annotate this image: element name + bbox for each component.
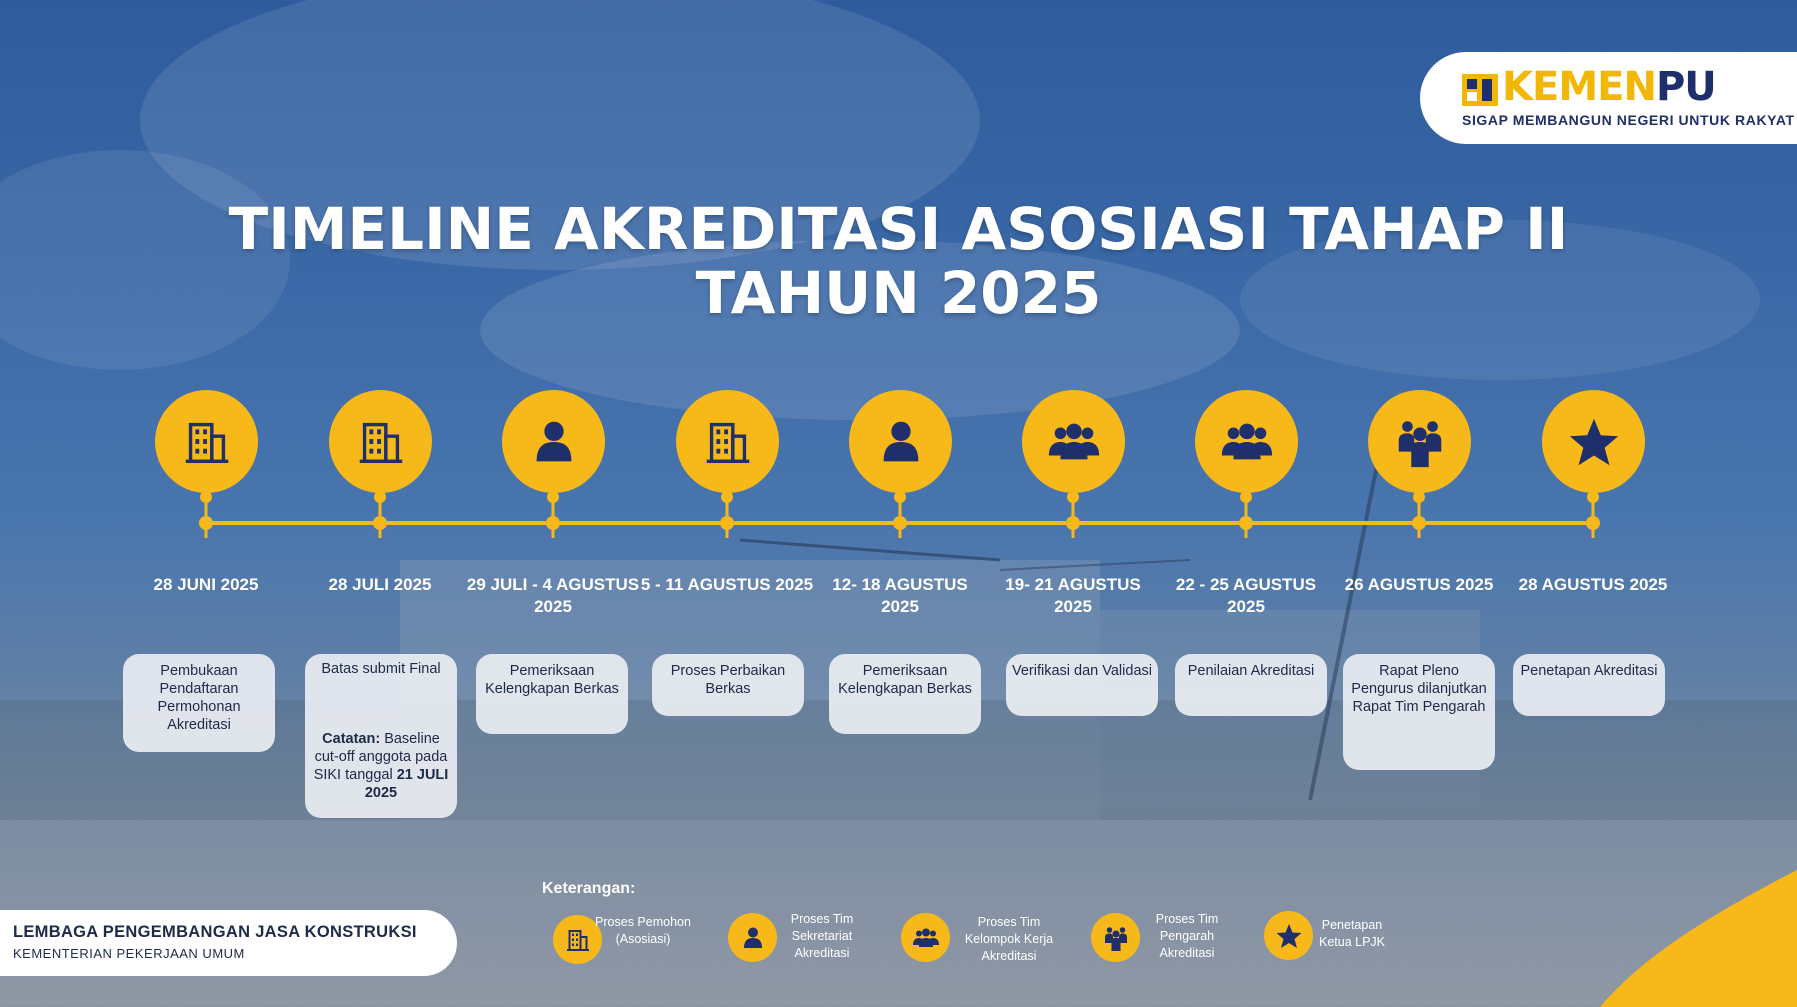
- step-card: [123, 654, 275, 752]
- step-card: [652, 654, 804, 716]
- organization-name: LEMBAGA PENGEMBANGAN JASA KONSTRUKSI: [13, 923, 417, 941]
- step-date: 12- 18 AGUSTUS 2025: [832, 575, 968, 616]
- logo-wordmark: KEMENPU: [1502, 64, 1716, 110]
- step-card: [305, 654, 457, 818]
- step-card: [829, 654, 981, 734]
- building-icon: [676, 390, 779, 493]
- person-icon: [849, 390, 952, 493]
- kemenpu-logo: [1420, 52, 1797, 144]
- step-date: 28 AGUSTUS 2025: [1518, 575, 1668, 594]
- organization-label: [0, 910, 457, 976]
- steering-group-icon: [1091, 913, 1140, 962]
- step-description: Penilaian Akreditasi: [1187, 663, 1315, 679]
- step-description: Pemeriksaan Kelengkapan Berkas: [838, 663, 972, 697]
- legend-title: Keterangan:: [542, 880, 636, 897]
- ministry-name: KEMENTERIAN PEKERJAAN UMUM: [13, 946, 245, 961]
- step-card: [1343, 654, 1495, 770]
- group-icon: [901, 913, 950, 962]
- legend-label: Proses Pemohon (Asosiasi): [595, 915, 691, 946]
- step-date: 5 - 11 AGUSTUS 2025: [640, 575, 814, 594]
- building-icon: [329, 390, 432, 493]
- step-date: 28 JULI 2025: [328, 575, 432, 594]
- step-date: 26 AGUSTUS 2025: [1344, 575, 1494, 594]
- step-card: [1006, 654, 1158, 716]
- star-icon: [1542, 390, 1645, 493]
- legend-label: Proses Tim Sekretariat Akreditasi: [790, 912, 854, 960]
- step-date: 28 JUNI 2025: [153, 575, 259, 594]
- logo-tagline: SIGAP MEMBANGUN NEGERI UNTUK RAKYAT: [1462, 112, 1795, 128]
- legend-label: Proses Tim Kelompok Kerja Akreditasi: [964, 915, 1054, 963]
- step-description: Rapat Pleno Pengurus dilanjutkan Rapat Tim Pengarah: [1351, 663, 1487, 715]
- page-title: TIMELINE AKREDITASI ASOSIASI TAHAP II: [228, 195, 1569, 263]
- step-card: [1513, 654, 1665, 716]
- group-icon: [1195, 390, 1298, 493]
- pu-emblem-icon: [1462, 74, 1498, 106]
- step-description: Penetapan Akreditasi: [1520, 663, 1658, 679]
- step-description: Proses Perbaikan Berkas: [670, 663, 786, 697]
- step-date: 19- 21 AGUSTUS 2025: [1005, 575, 1141, 616]
- steering-group-icon: [1368, 390, 1471, 493]
- step-description: Pembukaan Pendaftaran Permohonan Akreditasi: [157, 663, 241, 733]
- step-description: Batas submit Final: [321, 661, 441, 677]
- group-icon: [1022, 390, 1125, 493]
- step-date: 22 - 25 AGUSTUS 2025: [1175, 575, 1317, 616]
- step-date: 29 JULI - 4 AGUSTUS 2025: [466, 575, 640, 616]
- legend-label: Proses Tim Pengarah Akreditasi: [1155, 912, 1219, 960]
- page-subtitle: TAHUN 2025: [695, 259, 1102, 327]
- step-card: [1175, 654, 1327, 716]
- building-icon: [155, 390, 258, 493]
- step-card: [476, 654, 628, 734]
- person-icon: [502, 390, 605, 493]
- step-description: Pemeriksaan Kelengkapan Berkas: [485, 663, 619, 697]
- legend-label: Penetapan Ketua LPJK: [1318, 918, 1385, 949]
- step-description: Verifikasi dan Validasi: [1012, 663, 1152, 679]
- step-note: Catatan: Baseline cut-off anggota pada SIKI tanggal 21 JULI 2025: [313, 731, 449, 801]
